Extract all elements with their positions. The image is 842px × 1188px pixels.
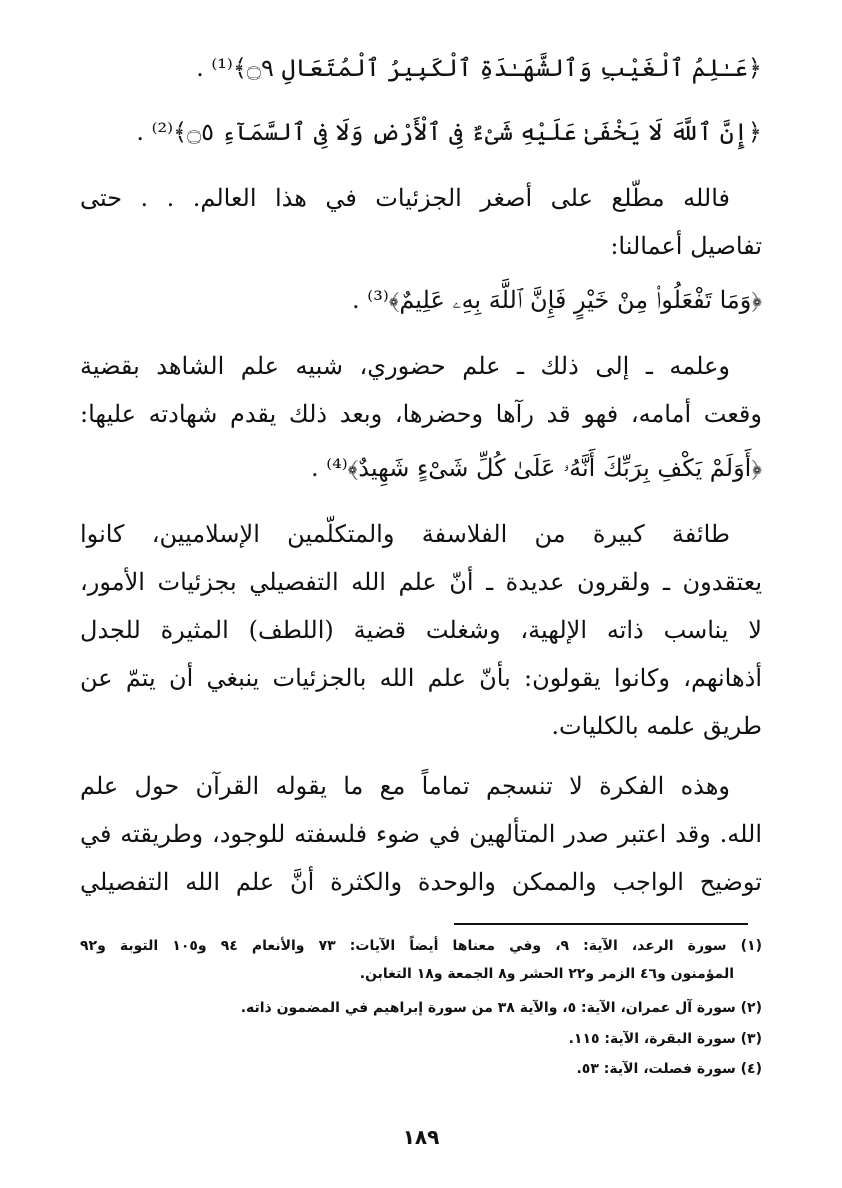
quran-verse-4: ﴿أَوَلَمْ يَكْفِ بِرَبِّكَ أَنَّهُۥ عَلَىٰ كُلِّ شَىْءٍ شَهِيدٌ﴾⁽⁴⁾ . — [311, 454, 762, 482]
paragraph-line: لا يناسب ذاته الإلهية، وشغلت قضية (اللطف) المثيرة للجدل — [80, 616, 762, 644]
footnote-1: (١) سورة الرعد، الآية: ٩، وفي معناها أيضاً الآيات: ٧٣ والأنعام ٩٤ و١٠٥ التوبة و٩٢ — [80, 938, 762, 954]
paragraph-line: طائفة كبيرة من الفلاسفة والمتكلّمين الإسلاميين، كانوا — [80, 520, 730, 548]
footnote-2: (٢) سورة آل عمران، الآية: ٥، والآية ٣٨ من سورة إبراهيم في المضمون ذاته. — [240, 1000, 762, 1016]
quran-verse-3: ﴿وَمَا تَفْعَلُوا۟ مِنْ خَيْرٍ فَإِنَّ ٱللَّهَ بِهِۦ عَلِيمٌ﴾⁽³⁾ . — [352, 286, 762, 314]
paragraph-line: توضيح الواجب والممكن والوحدة والكثرة أنَّ علم الله التفصيلي — [80, 868, 762, 896]
paragraph-line: وقعت أمامه، فهو قد رآها وحضرها، وبعد ذلك يقدم شهادته عليها: — [80, 400, 762, 428]
footnote-4: (٤) سورة فصلت، الآية: ٥٣. — [576, 1061, 762, 1077]
paragraph-line: يعتقدون ـ ولقرون عديدة ـ أنّ علم الله التفصيلي بجزئيات الأمور، — [80, 568, 762, 596]
paragraph-line: فالله مطّلع على أصغر الجزئيات في هذا العالم. . . حتى — [80, 184, 730, 212]
footnote-3: (٣) سورة البقرة، الآية: ١١٥. — [568, 1031, 762, 1047]
paragraph-line: وعلمه ـ إلى ذلك ـ علم حضوري، شبيه علم الشاهد بقضية — [80, 352, 730, 380]
paragraph-line: طريق علمه بالكليات. — [551, 712, 762, 740]
footnote-separator — [454, 923, 748, 925]
quran-verse-2: ﴿إِنَّ ٱللَّهَ لَا يَخْفَىٰ عَلَيْهِ شَىْءٌ فِى ٱلْأَرْضِ وَلَا فِى ٱلسَّمَآءِ ۝٥﴾⁽²⁾ . — [136, 118, 762, 146]
footnote-1-continued: المؤمنون و٤٦ الزمر و٢٢ الحشر و٨ الجمعة و١٨ التغابن. — [359, 966, 734, 982]
paragraph-line: الله. وقد اعتبر صدر المتألهين في ضوء فلسفته للوجود، وطريقته في — [80, 820, 762, 848]
paragraph-line: وهذه الفكرة لا تنسجم تماماً مع ما يقوله القرآن حول علم — [80, 772, 730, 800]
quran-verse-1: ﴿عَـٰلِمُ ٱلْغَيْبِ وَٱلشَّهَـٰدَةِ ٱلْكَبِيرُ ٱلْمُتَعَالِ ۝٩﴾⁽¹⁾ . — [196, 54, 762, 82]
paragraph-line: تفاصيل أعمالنا: — [610, 232, 762, 260]
paragraph-line: أذهانهم، وكانوا يقولون: بأنّ علم الله بالجزئيات ينبغي أن يتمّ عن — [80, 664, 762, 692]
page-number: ١٨٩ — [402, 1125, 440, 1149]
